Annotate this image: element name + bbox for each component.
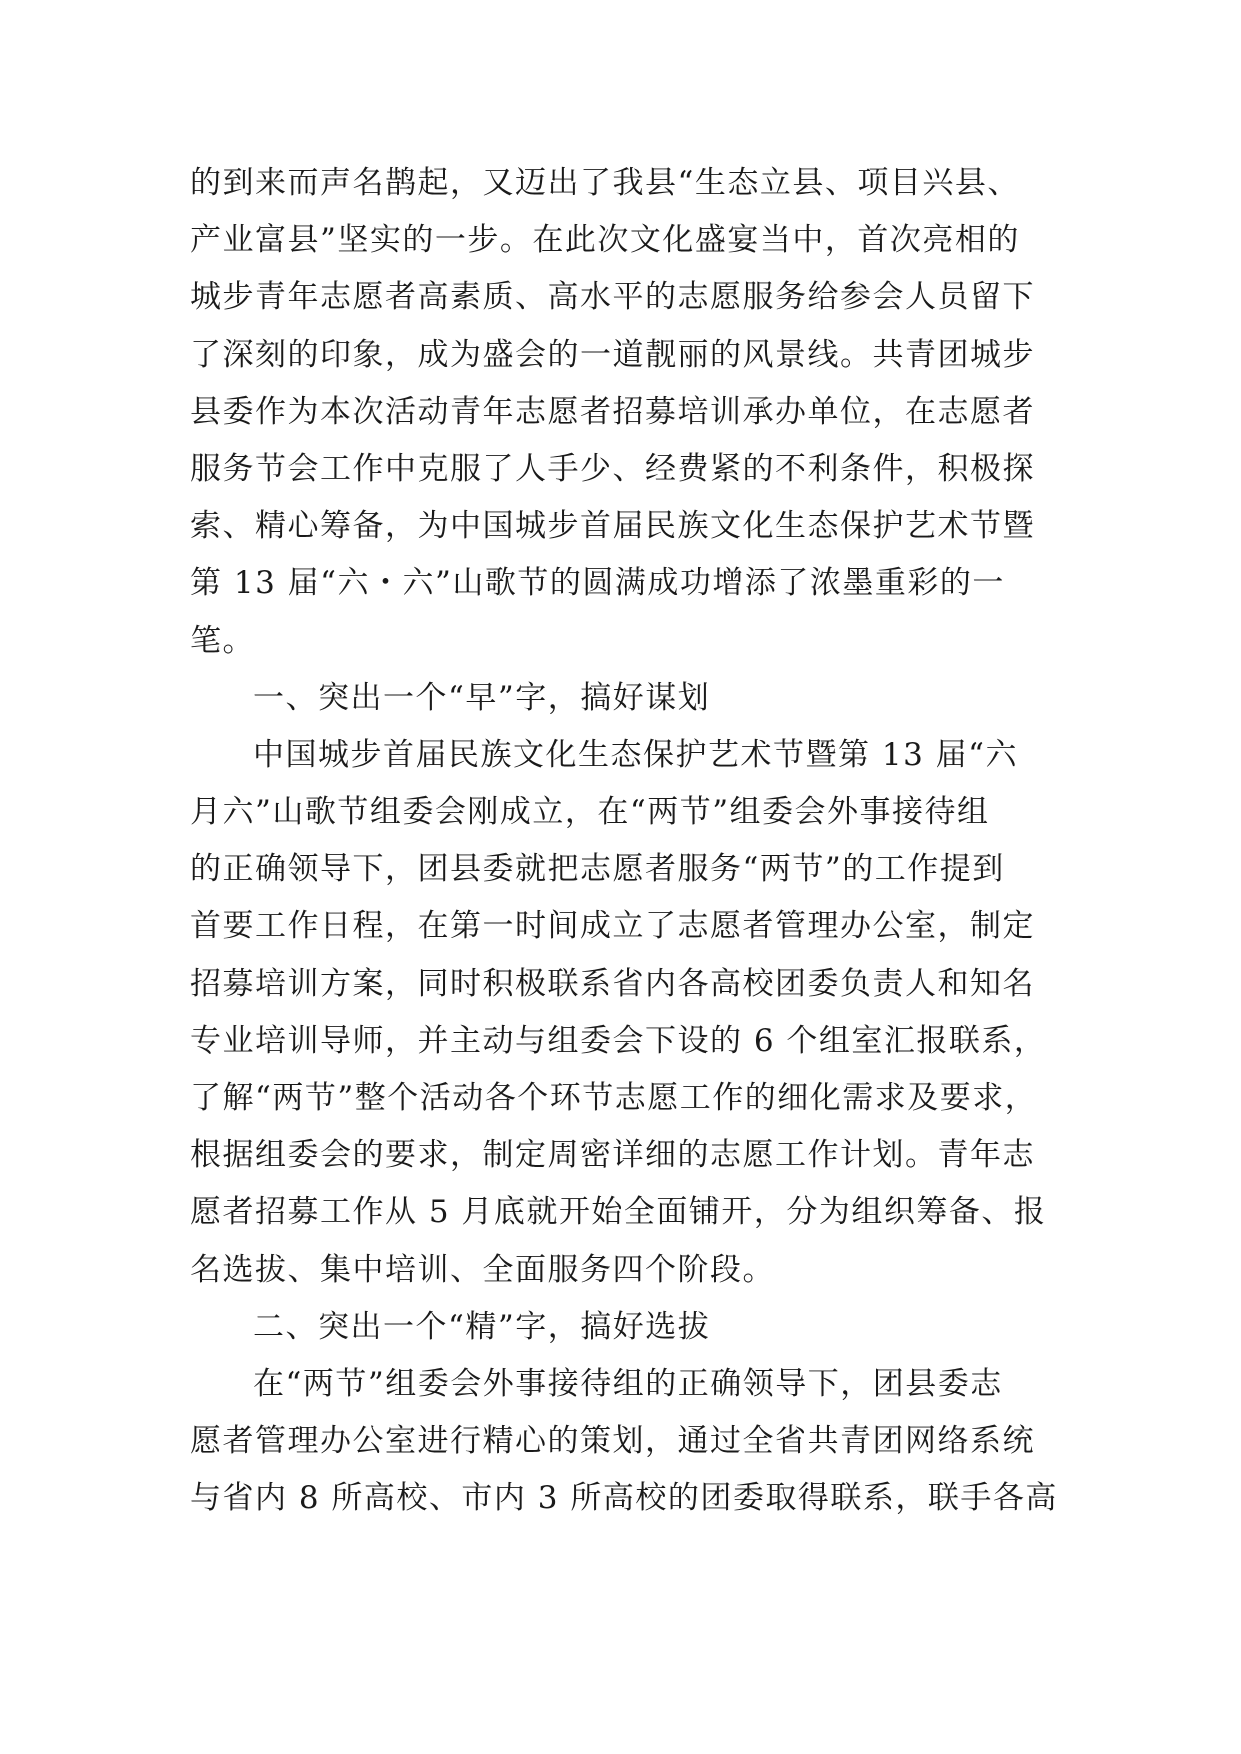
text-line: 的正确领导下，团县委就把志愿者服务“两节”的工作提到: [190, 851, 1005, 888]
text-line: 愿者招募工作从 5 月底就开始全面铺开，分为组织筹备、报: [190, 1194, 1047, 1231]
text-line: 根据组委会的要求，制定周密详细的志愿工作计划。青年志: [190, 1137, 1035, 1174]
text-line: 了深刻的印象，成为盛会的一道靓丽的风景线。共青团城步: [190, 336, 1035, 373]
text-line: 产业富县”坚实的一步。在此次文化盛宴当中，首次亮相的: [190, 222, 1020, 259]
text-line: 愿者管理办公室进行精心的策划，通过全省共青团网络系统: [190, 1423, 1035, 1460]
text-line: 城步青年志愿者高素质、高水平的志愿服务给参会人员留下: [190, 279, 1035, 316]
text-line: 第 13 届“六・六”山歌节的圆满成功增添了浓墨重彩的一: [190, 565, 1005, 602]
text-line: 月六”山歌节组委会刚成立，在“两节”组委会外事接待组: [190, 794, 990, 831]
text-line: 县委作为本次活动青年志愿者招募培训承办单位，在志愿者: [190, 393, 1035, 430]
paragraph-first-line: 二、突出一个“精”字，搞好选拔: [253, 1308, 711, 1345]
text-line: 名选拔、集中培训、全面服务四个阶段。: [190, 1251, 775, 1288]
text-line: 了解“两节”整个活动各个环节志愿工作的细化需求及要求，: [190, 1080, 1038, 1116]
text-line: 的到来而声名鹊起，又迈出了我县“生态立县、项目兴县、: [190, 165, 1020, 201]
text-line: 索、精心筹备，为中国城步首届民族文化生态保护艺术节暨: [190, 508, 1035, 545]
paragraph-first-line: 在“两节”组委会外事接待组的正确领导下，团县委志: [253, 1365, 1003, 1402]
paragraph-first-line: 一、突出一个“早”字，搞好谋划: [253, 679, 711, 716]
text-line: 首要工作日程，在第一时间成立了志愿者管理办公室，制定: [190, 908, 1035, 945]
text-line: 招募培训方案，同时积极联系省内各高校团委负责人和知名: [190, 965, 1035, 1002]
text-line: 笔。: [190, 622, 255, 659]
document-body: [190, 155, 1070, 1528]
text-line: 服务节会工作中克服了人手少、经费紧的不利条件，积极探: [190, 450, 1035, 487]
text-line: 与省内 8 所高校、市内 3 所高校的团委取得联系，联手各高: [190, 1480, 1058, 1517]
text-line: 专业培训导师，并主动与组委会下设的 6 个组室汇报联系，: [190, 1022, 1047, 1059]
paragraph-first-line: 中国城步首届民族文化生态保护艺术节暨第 13 届“六: [253, 736, 1019, 773]
